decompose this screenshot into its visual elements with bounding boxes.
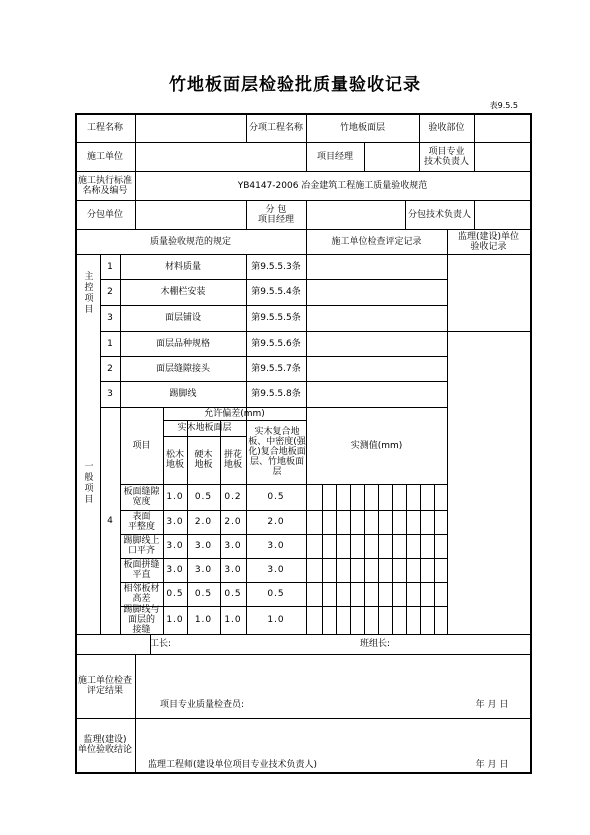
- tolerance-row-name: [120, 606, 163, 634]
- worker-field[interactable]: [190, 636, 350, 652]
- standard-value-text: YB4147-2006 冶金建筑工程施工质量验收规范: [237, 180, 428, 191]
- subcontractor-label: [75, 200, 135, 229]
- main-item-name: [120, 279, 246, 305]
- main-item-clause: [246, 279, 306, 305]
- tolerance-value: [163, 534, 187, 558]
- general-item-name: [120, 381, 246, 407]
- measured-value-label-text: 实测值(mm): [350, 440, 403, 451]
- sub-manager-label: [246, 200, 306, 229]
- table-border-bottom: [75, 772, 532, 774]
- tolerance-value-text: 1.0: [166, 492, 184, 502]
- sub-manager-field[interactable]: [307, 201, 405, 229]
- tech-lead-label: [419, 142, 474, 171]
- solid-wood-col-3: [220, 436, 246, 484]
- tolerance-value-text: 0.5: [224, 589, 242, 599]
- composite-floor-label-text: 实木复合地板、中密度(强化)复合地板面层、竹地板面层: [248, 427, 306, 477]
- general-item-no-text: 2: [107, 363, 113, 374]
- tolerance-value-text: 3.0: [166, 565, 184, 575]
- main-item-name-text: 面层铺设: [164, 313, 201, 323]
- sub-project-value: [306, 113, 419, 142]
- general-item-eval[interactable]: [307, 382, 447, 407]
- eval-date-label: [462, 698, 522, 712]
- tolerance-row-name-text: 板面缝隙 宽度: [123, 487, 160, 507]
- sub-tech-lead-field[interactable]: [475, 201, 530, 229]
- general-item-clause-text: 第9.5.5.6条: [251, 338, 301, 349]
- tolerance-value-text: 1.0: [267, 615, 285, 625]
- sub-manager-label-text: 分 包 项目经理: [257, 204, 294, 225]
- main-item-no-text: 2: [107, 287, 113, 297]
- project-manager-field[interactable]: [365, 143, 419, 171]
- form-title: 竹地板面层检验批质量验收记录: [169, 75, 421, 95]
- tolerance-value: [163, 510, 187, 534]
- sub-project-label: [246, 113, 306, 142]
- solid-wood-col-2-text: 硬木 地板: [194, 450, 213, 470]
- standard-label-text: 施工执行标准 名称及编号: [77, 175, 132, 196]
- tolerance-value: [246, 606, 306, 634]
- project-name-label-text: 工程名称: [86, 122, 123, 133]
- general-items-group-text: 一般项目: [82, 460, 93, 505]
- tech-lead-label-text: 项目专业 技术负责人: [423, 146, 469, 167]
- main-item-name: [120, 305, 246, 331]
- solid-wood-col-2: [187, 436, 220, 484]
- general-item-name: [120, 356, 246, 381]
- tolerance-value-text: 0.5: [194, 589, 213, 599]
- grid-line: [392, 484, 393, 634]
- general-item-no-text: 1: [107, 338, 113, 349]
- solid-wood-col-1-text: 松木 地板: [165, 450, 184, 470]
- tolerance-value-text: 3.0: [166, 517, 184, 527]
- table-border-right: [530, 113, 532, 774]
- grid-line: [135, 654, 136, 772]
- acceptance-part-label-text: 验收部位: [428, 122, 465, 133]
- main-item-clause: [246, 254, 306, 279]
- grid-line: [434, 484, 435, 634]
- allowed-deviation-label: [163, 407, 306, 420]
- solid-wood-col-3-text: 拼花 地板: [223, 450, 242, 470]
- main-items-group-text: 主控项目: [82, 270, 93, 315]
- sub-project-value-text: 竹地板面层: [339, 122, 385, 133]
- tolerance-value: [246, 510, 306, 534]
- tolerance-value-text: 2.0: [224, 517, 242, 527]
- tolerance-value-text: 1.0: [224, 615, 242, 625]
- tolerance-row-name-text: 相邻板材 高差: [123, 584, 160, 604]
- tolerance-row-name: [120, 510, 163, 534]
- tolerance-value: [220, 534, 246, 558]
- main-item-no: [100, 254, 120, 279]
- sub-tech-lead-label: [405, 200, 474, 229]
- tolerance-value-text: 0.5: [267, 589, 285, 599]
- supervision-conclusion-label-text: 监理(建设) 单位验收结论: [77, 735, 132, 755]
- tolerance-item-label: [120, 407, 163, 484]
- tolerance-value: [246, 484, 306, 510]
- tolerance-value-text: 3.0: [267, 565, 285, 575]
- tolerance-value: [187, 534, 220, 558]
- grid-line: [364, 484, 365, 634]
- tolerance-row-name: [120, 582, 163, 606]
- tolerance-value: [163, 582, 187, 606]
- grid-line: [420, 484, 421, 634]
- project-name-field[interactable]: [136, 114, 246, 142]
- tolerance-value-text: 1.0: [166, 615, 184, 625]
- project-manager-label-text: 项目经理: [316, 151, 353, 162]
- inspector-label: [160, 698, 280, 712]
- main-item-clause: [246, 305, 306, 331]
- tolerance-value-text: 0.5: [166, 589, 184, 599]
- general-item-name-text: 面层品种规格: [155, 338, 210, 349]
- general-item-no-text: 3: [107, 389, 113, 399]
- main-supervision-field[interactable]: [448, 255, 530, 331]
- grid-line: [75, 654, 530, 655]
- form-number: 表9.5.5: [489, 101, 518, 110]
- solid-wood-label-text: 实木地板面层: [177, 423, 232, 433]
- general-item-no: [100, 331, 120, 356]
- tolerance-row-name-text: 踢脚线上 口平齐: [123, 536, 160, 556]
- main-item-no: [100, 279, 120, 305]
- main-item-name-text: 材料质量: [164, 261, 201, 272]
- standard-value: [135, 171, 530, 200]
- eval-result-label-text: 施工单位检查 评定结果: [77, 676, 132, 696]
- tolerance-value-text: 0.5: [194, 492, 213, 502]
- inspector-label-text: 项目专业质量检查员:: [160, 700, 245, 710]
- column-spec-text: 质量验收规范的规定: [149, 236, 231, 247]
- column-supervision: [447, 229, 530, 254]
- general-item-clause-text: 第9.5.5.8条: [251, 389, 301, 399]
- main-item-eval[interactable]: [307, 306, 447, 331]
- tolerance-row-name: [120, 558, 163, 582]
- eval-date-label-text: 年 月 日: [475, 700, 509, 710]
- construction-unit-field[interactable]: [136, 143, 306, 171]
- tolerance-value: [246, 558, 306, 582]
- eval-result-label: [75, 654, 135, 718]
- engineer-label: [148, 758, 368, 772]
- tolerance-value: [187, 510, 220, 534]
- construction-unit-label-text: 施工单位: [86, 151, 123, 162]
- allowed-deviation-label-text: 允许偏差(mm): [204, 408, 265, 419]
- tolerance-value: [187, 582, 220, 606]
- general-item-clause: [246, 381, 306, 407]
- general-items-group: [75, 331, 100, 634]
- main-item-clause-text: 第9.5.5.4条: [251, 287, 301, 297]
- worker-label-text: 工长:: [150, 639, 172, 649]
- tolerance-row-name-text: 表面 平整度: [127, 512, 155, 532]
- tolerance-row-name-text: 踢脚线与 面层的 接缝: [123, 605, 160, 635]
- tolerance-value: [246, 582, 306, 606]
- main-item-eval[interactable]: [307, 255, 447, 279]
- measured-value-label: [306, 407, 447, 484]
- grid-line: [406, 484, 407, 634]
- tolerance-value: [220, 606, 246, 634]
- main-item-name: [120, 254, 246, 279]
- engineer-label-text: 监理工程师(建设单位项目专业技术负责人): [148, 760, 318, 770]
- solid-wood-label: [163, 420, 246, 436]
- general-supervision-field[interactable]: [448, 332, 530, 634]
- tolerance-value: [187, 606, 220, 634]
- tech-lead-field[interactable]: [475, 143, 530, 171]
- tolerance-row-name: [120, 484, 163, 510]
- tolerance-value: [163, 558, 187, 582]
- subcontractor-label-text: 分包单位: [86, 209, 123, 220]
- general-item-name-text: 面层缝隙接头: [155, 363, 210, 374]
- team-leader-field[interactable]: [410, 636, 528, 652]
- tolerance-value-text: 3.0: [194, 541, 213, 551]
- tolerance-value-text: 3.0: [194, 565, 213, 575]
- tolerance-value: [163, 484, 187, 510]
- standard-label: [75, 171, 135, 200]
- inspector-field[interactable]: [270, 697, 450, 711]
- main-item-eval[interactable]: [307, 280, 447, 305]
- tolerance-row-name-text: 板面拼缝 平直: [123, 560, 160, 580]
- tolerance-value-text: 1.0: [194, 615, 213, 625]
- tolerance-value-text: 0.2: [224, 492, 242, 502]
- grid-line: [350, 484, 351, 634]
- acceptance-part-field[interactable]: [475, 114, 530, 142]
- grid-line: [378, 484, 379, 634]
- tolerance-value: [163, 606, 187, 634]
- main-item-no-text: 1: [107, 261, 113, 272]
- tolerance-value-text: 3.0: [166, 541, 184, 551]
- supervision-date-label: [462, 758, 522, 772]
- tolerance-value-text: 2.0: [194, 517, 213, 527]
- tolerance-value-text: 3.0: [267, 541, 285, 551]
- tolerance-value: [220, 510, 246, 534]
- main-item-name-text: 木棚栏安装: [160, 287, 206, 297]
- grid-line: [75, 718, 530, 719]
- supervision-conclusion-label: [75, 718, 135, 772]
- team-leader-label-text: 班组长:: [360, 639, 391, 649]
- grid-line: [322, 484, 323, 634]
- column-eval: [306, 229, 447, 254]
- tolerance-value: [246, 534, 306, 558]
- tolerance-value: [220, 582, 246, 606]
- tolerance-value-text: 3.0: [224, 541, 242, 551]
- general-item-eval[interactable]: [307, 357, 447, 381]
- tolerance-value-text: 3.0: [224, 565, 242, 575]
- general-item-clause: [246, 331, 306, 356]
- general-item-name: [120, 331, 246, 356]
- main-item-no-text: 3: [107, 313, 113, 323]
- acceptance-part-label: [419, 113, 474, 142]
- general-item-name-text: 踢脚线: [169, 389, 197, 399]
- composite-floor-label: [248, 420, 306, 484]
- tolerance-item-no: [100, 407, 120, 634]
- engineer-field[interactable]: [370, 757, 460, 771]
- general-item-eval[interactable]: [307, 332, 447, 356]
- general-item-no: [100, 381, 120, 407]
- tolerance-value: [187, 558, 220, 582]
- column-eval-text: 施工单位检查评定记录: [331, 236, 422, 247]
- tolerance-value-text: 0.5: [267, 492, 285, 502]
- solid-wood-col-1: [163, 436, 187, 484]
- construction-unit-label: [75, 142, 135, 171]
- sub-tech-lead-label-text: 分包技术负责人: [407, 209, 471, 220]
- general-item-no: [100, 356, 120, 381]
- tolerance-value: [220, 558, 246, 582]
- grid-line: [336, 484, 337, 634]
- main-item-clause-text: 第9.5.5.3条: [251, 261, 301, 272]
- column-spec: [75, 229, 306, 254]
- tolerance-value: [220, 484, 246, 510]
- subcontractor-field[interactable]: [136, 201, 246, 229]
- project-name-label: [75, 113, 135, 142]
- tolerance-value-text: 2.0: [267, 517, 285, 527]
- supervision-date-label-text: 年 月 日: [475, 760, 509, 770]
- general-item-clause-text: 第9.5.5.7条: [251, 363, 301, 374]
- project-manager-label: [306, 142, 364, 171]
- general-item-clause: [246, 356, 306, 381]
- tolerance-value: [187, 484, 220, 510]
- main-items-group: [75, 254, 100, 331]
- column-supervision-text: 监理(建设)单位 验收记录: [457, 231, 520, 252]
- tolerance-row-name: [120, 534, 163, 558]
- main-item-no: [100, 305, 120, 331]
- sub-project-label-text: 分项工程名称: [248, 122, 303, 133]
- tolerance-item-no-text: 4: [107, 515, 113, 526]
- main-item-clause-text: 第9.5.5.5条: [251, 313, 301, 323]
- tolerance-item-label-text: 项目: [132, 440, 151, 451]
